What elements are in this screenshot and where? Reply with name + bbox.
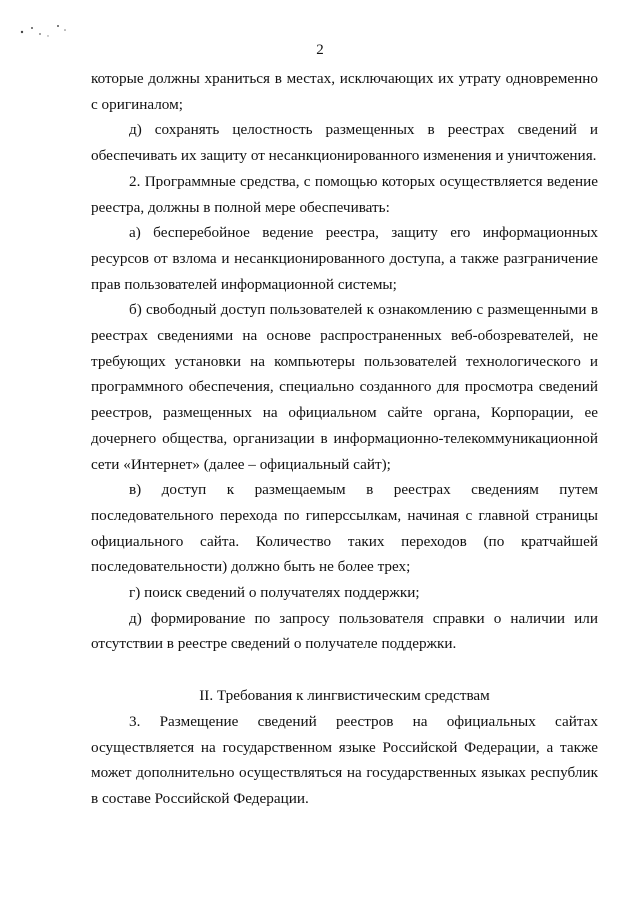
paragraph-item-b: б) свободный доступ пользователей к ознакомлению с размещенными в реестрах сведениями на основе распространенных веб-обозревателей, не требующих установки на компьютеры пользователей технологического и программного обеспечения, специально созданного для просмотра сведений реестров, размещенных на официальном сайте органа, Корпорации, ее дочернего общества, организации в информационно-телекоммуникационной сети «Интернет» (далее – официальный сайт);: [91, 301, 598, 473]
page-number: 2: [316, 42, 324, 58]
paragraph-clause-3: 3. Размещение сведений реестров на официальных сайтах осуществляется на государственном языке Российской Федерации, а также может дополнительно осуществляться на государственных языках республик в составе Российской Федерации.: [91, 712, 598, 807]
paragraph-item-g: г) поиск сведений о получателях поддержки;: [129, 584, 420, 602]
section-heading: II. Требования к лингвистическим средствам: [199, 687, 490, 705]
paragraph-item-a: а) бесперебойное ведение реестра, защиту его информационных ресурсов от взлома и несанкционированного доступа, а также разграничение прав пользователей информационной системы;: [91, 224, 598, 293]
document-body: [91, 66, 598, 812]
paragraph-continuation: которые должны храниться в местах, исключающих их утрату одновременно с оригиналом;: [91, 70, 598, 113]
paragraph-item-v: в) доступ к размещаемым в реестрах сведениям путем последовательного перехода по гиперссылкам, начиная с главной страницы официального сайта. Количество таких переходов (по кратчайшей последовательности) должно быть не более трех;: [91, 481, 598, 576]
paragraph-clause-2: 2. Программные средства, с помощью которых осуществляется ведение реестра, должны в полной мере обеспечивать:: [91, 172, 598, 216]
paragraph-item-d-integrity: д) сохранять целостность размещенных в реестрах сведений и обеспечивать их защиту от несанкционированного изменения и уничтожения.: [91, 121, 598, 165]
paragraph-item-d-report: д) формирование по запросу пользователя справки о наличии или отсутствии в реестре сведений о получателе поддержки.: [91, 609, 598, 653]
scan-specks: [18, 22, 78, 42]
